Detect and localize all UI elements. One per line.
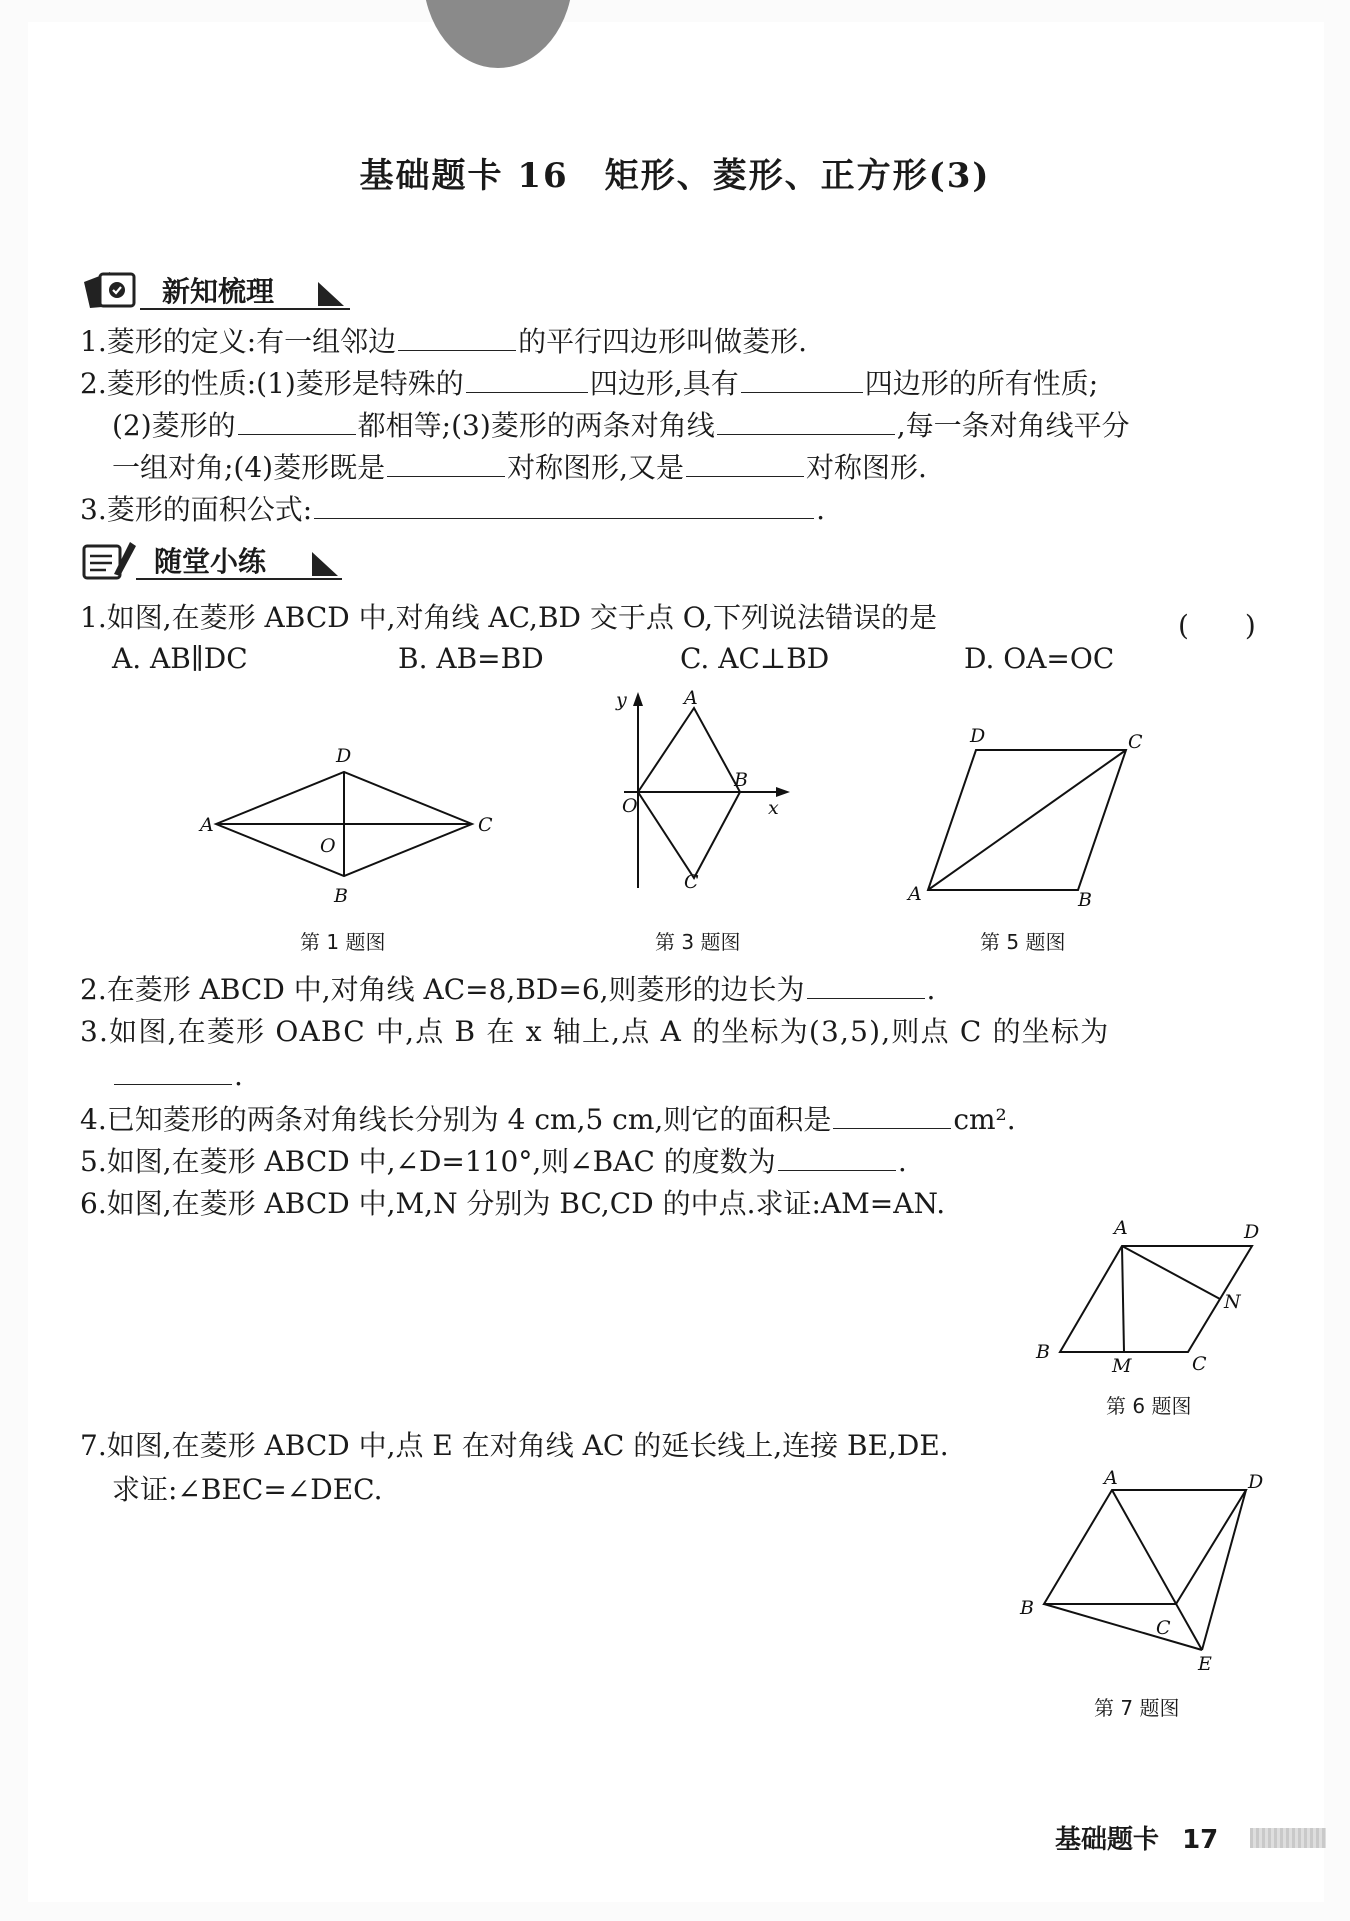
section-heading-new-knowledge [80,268,350,312]
answer-blank[interactable] [114,1056,232,1085]
answer-blank[interactable] [778,1142,896,1171]
section-heading-label: 新知梳理 [162,275,275,308]
figure-3-caption: 第 3 题图 [655,930,741,954]
segment-de [1202,1490,1246,1650]
point-label-c: C [684,871,699,893]
page-number: 17 [1182,1825,1219,1855]
point-label-b: B [334,885,348,907]
figure-6-caption: 第 6 题图 [1106,1394,1192,1418]
question-1-answer-bracket[interactable]: ( ) [1178,609,1256,642]
point-label-c: C [478,814,493,836]
question-1-option-b[interactable]: B. AB=BD [398,642,544,675]
question-2: 2.在菱形 ABCD 中,对角线 AC=8,BD=6,则菱形的边长为 . [80,970,935,1008]
point-label-o: O [320,835,336,857]
knowledge-item-1: 1.菱形的定义:有一组邻边 的平行四边形叫做菱形. [80,322,807,360]
answer-blank[interactable] [314,490,814,519]
question-6: 6.如图,在菱形 ABCD 中,M,N 分别为 BC,CD 的中点.求证:AM=AN. [80,1187,946,1220]
heading-underline [136,578,342,580]
point-label-c: C [1192,1353,1207,1375]
point-label-c: C [1156,1617,1171,1639]
x-axis-arrow [776,787,790,797]
figure-1-rhombus [190,732,510,912]
point-label-o: O [622,795,638,817]
axis-label-y: y [616,689,627,711]
question-1-option-a[interactable]: A. AB∥DC [112,642,248,675]
figure-7-caption: 第 7 题图 [1094,1696,1180,1720]
point-label-a: A [200,814,214,836]
segment-am [1122,1246,1124,1352]
answer-blank[interactable] [238,406,356,435]
figure-5-rhombus [900,720,1170,910]
heading-corner-triangle [312,552,340,578]
point-label-a: A [684,688,698,709]
answer-blank[interactable] [686,448,804,477]
segment-an [1122,1246,1220,1299]
answer-blank[interactable] [833,1100,951,1129]
segment-be [1044,1604,1202,1650]
section-heading-label: 随堂小练 [154,545,267,578]
point-label-d: D [1244,1221,1260,1243]
answer-blank[interactable] [717,406,895,435]
point-label-m: M [1112,1355,1132,1377]
page-title: 基础题卡 16 矩形、菱形、正方形(3) [359,156,991,196]
page-footer [1055,1819,1218,1856]
footer-label: 基础题卡 [1055,1825,1160,1855]
diagonal-ac [928,750,1126,890]
footer-decoration-bar [1250,1828,1326,1848]
y-axis-arrow [633,692,643,706]
point-label-e: E [1198,1653,1212,1675]
knowledge-item-2-cont: (2)菱形的 都相等;(3)菱形的两条对角线 ,每一条对角线平分 [112,406,1130,444]
answer-blank[interactable] [466,364,588,393]
notepad-pen-icon [80,538,142,582]
answer-blank[interactable] [807,970,925,999]
point-label-b: B [1078,889,1092,910]
knowledge-item-2-cont2: 一组对角;(4)菱形既是 对称图形,又是 对称图形. [112,448,927,486]
figure-1-caption: 第 1 题图 [300,930,386,954]
notebook-check-icon [80,268,142,312]
figure-5-caption: 第 5 题图 [980,930,1066,954]
figure-6-rhombus [1030,1208,1270,1378]
point-label-d: D [336,745,352,767]
question-1-option-c[interactable]: C. AC⊥BD [680,642,830,675]
point-label-b: B [1020,1597,1034,1619]
point-label-a: A [1114,1217,1128,1239]
knowledge-item-3: 3.菱形的面积公式: . [80,490,825,528]
knowledge-item-2: 2.菱形的性质:(1)菱形是特殊的 四边形,具有 四边形的所有性质; [80,364,1098,402]
question-5: 5.如图,在菱形 ABCD 中,∠D=110°,则∠BAC 的度数为 . [80,1142,907,1180]
point-label-b: B [734,769,748,791]
question-1-stem: 1.如图,在菱形 ABCD 中,对角线 AC,BD 交于点 O,下列说法错误的是 [80,601,937,634]
section-heading-practice [80,538,340,582]
answer-blank[interactable] [398,322,516,351]
question-3: 3.如图,在菱形 OABC 中,点 B 在 x 轴上,点 A 的坐标为(3,5),则点 C 的坐标为 [80,1015,1110,1048]
figure-7-rhombus [1014,1460,1274,1680]
question-7-prove: 求证:∠BEC=∠DEC. [112,1473,383,1506]
point-label-d: D [970,725,986,747]
answer-blank[interactable] [741,364,863,393]
answer-blank[interactable] [387,448,505,477]
axis-label-x: x [768,797,779,819]
question-4: 4.已知菱形的两条对角线长分别为 4 cm,5 cm,则它的面积是 cm². [80,1100,1016,1138]
question-1-option-d[interactable]: D. OA=OC [964,642,1115,675]
point-label-b: B [1036,1341,1050,1363]
heading-corner-triangle [318,282,346,308]
figure-3-coordinate-rhombus [610,688,800,908]
question-3-cont: . [112,1056,243,1094]
question-7: 7.如图,在菱形 ABCD 中,点 E 在对角线 AC 的延长线上,连接 BE,DE. [80,1429,949,1462]
point-label-a: A [1104,1467,1118,1489]
heading-underline [140,308,350,310]
point-label-d: D [1248,1471,1264,1493]
point-label-c: C [1128,731,1143,753]
point-label-a: A [908,883,922,905]
point-label-n: N [1224,1291,1241,1313]
